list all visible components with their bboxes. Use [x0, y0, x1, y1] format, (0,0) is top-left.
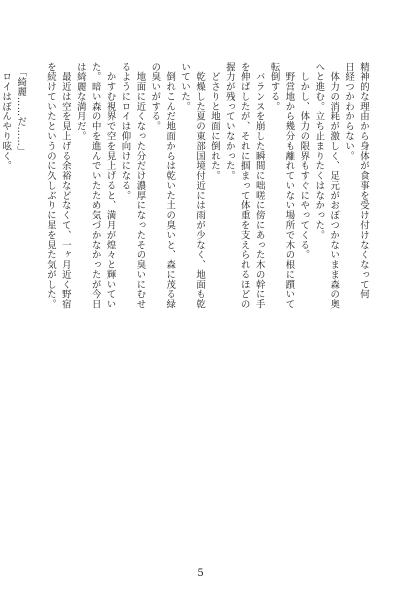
text-line: バランスを崩した瞬間に咄嗟に傍にあった木の幹に手: [253, 62, 265, 310]
text-line: へと進む。立ち止まりたくはなかった。: [313, 62, 325, 241]
text-line: いていた。: [179, 62, 191, 112]
text-line: を続けていたというのに久しぶりに星を見た気がした。: [44, 62, 56, 310]
text-line: 野営地から幾分も離れていない場所で木の根に躓いて: [283, 62, 295, 310]
text-line: 日経つかわからない。: [343, 62, 355, 161]
text-line: は綺麗な満月だ。: [74, 62, 86, 142]
text-line: 乾燥した夏の東部国境付近には雨が少なく、地面も乾: [194, 62, 206, 310]
text-line: た。暗い森の中を進んでいたため気づかなかったが今日: [89, 62, 101, 310]
text-line: どさりと地面に倒れた。: [208, 62, 220, 181]
text-line: しかし、体力の限界もすぐにやってくる。: [298, 62, 310, 260]
text-line: かすむ視界で空を見上げると、満月が煌々と輝いてい: [104, 62, 116, 310]
page-number: 5: [197, 568, 204, 579]
text-line: ロイはぼんやり呟く。: [0, 62, 12, 171]
text-line: 転倒する。: [268, 62, 280, 112]
text-line: を伸ばしたが、それに掴まって体重を支えられるほどの: [238, 62, 250, 310]
text-line: の臭いがする。: [149, 62, 161, 132]
text-line: 体力の消耗が激しく、足元がおぼつかないまま森の奥: [328, 62, 340, 310]
text-line: 最近は空を見上げる余裕などなくて、一ヶ月近く野宿: [59, 62, 71, 310]
text-line: 「綺麗……だ……」: [15, 62, 27, 157]
text-line: 精神的な理由から身体が食事を受け付けなくなって何: [358, 62, 369, 300]
vertical-text-body: [0, 62, 370, 552]
blank-line: [27, 62, 42, 552]
text-line: 握力が残っていなかった。: [223, 62, 235, 181]
text-line: 地面に近くなった分だけ濃厚になったその臭いにむせ: [134, 62, 146, 310]
text-line: るようにロイは仰向けになる。: [119, 62, 131, 201]
text-line: 倒れこんだ地面からは乾いた土の臭いと、森に茂る緑: [164, 62, 176, 310]
